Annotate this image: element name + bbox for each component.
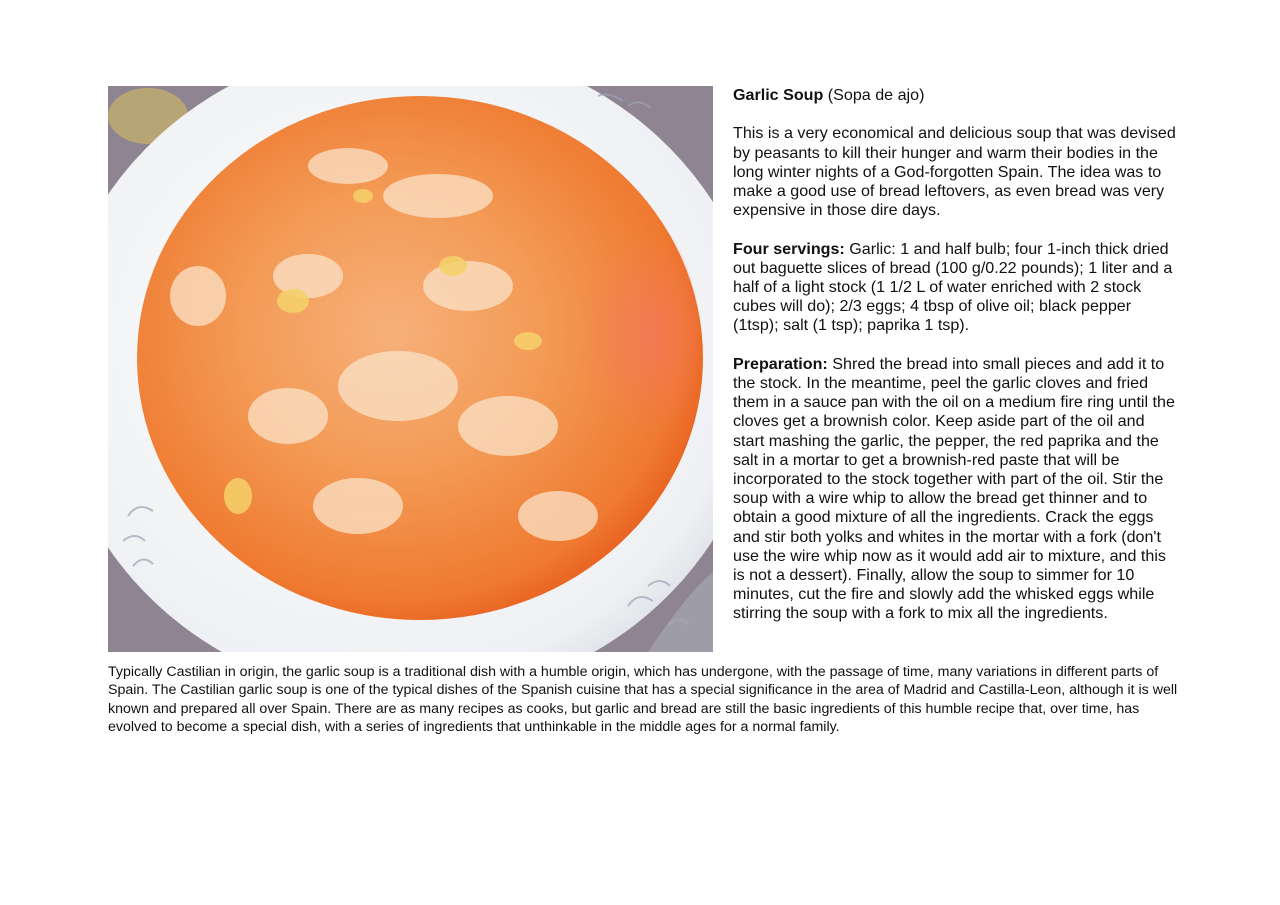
recipe-heading [733,86,1178,105]
garlic-soup-photo [108,86,713,652]
recipe-intro: This is a very economical and delicious soup that was devised by peasants to kill their hunger and warm their bodies in the long winter nights of a God-forgotten Spain. The idea was to make a good use of bread leftovers, as even bread was very expensive in those dire days. [733,124,1176,220]
servings-label: Four servings: [733,239,845,258]
soup-bowl-image [108,86,713,652]
servings-text: Garlic: 1 and half bulb; four 1-inch thick dried out baguette slices of bread (100 g/0.22 pounds); 1 liter and a half of a light stock (1 1/2 L of water enriched with 2 stock cubes will do); 2/3 eggs; 4 tbsp of olive oil; black pepper (1tsp); salt (1 tsp); paprika 1 tsp). [733,239,1173,335]
recipe-text-column [733,86,1178,643]
origin-paragraph: Typically Castilian in origin, the garlic soup is a traditional dish with a humble origin, which has undergone, with the passage of time, many variations in different parts of Spain. The Castilian garlic soup is one of the typical dishes of the Spanish cuisine that has a special significance in the area of Madrid and Castilla-Leon, although it is well known and prepared all over Spain. There are as many recipes as cooks, but garlic and bread are still the basic ingredients of this humble recipe that, over time, has evolved to become a special dish, with a series of ingredients that unthinkable in the middle ages for a normal family. [108,664,1178,736]
preparation-label: Preparation: [733,354,828,373]
recipe-preparation [733,355,1178,624]
recipe-subtitle: (Sopa de ajo) [823,86,925,104]
recipe-title: Garlic Soup [733,86,824,104]
recipe-servings [733,240,1178,336]
preparation-text: Shred the bread into small pieces and add it to the stock. In the meantime, peel the garlic cloves and fried them in a sauce pan with the oil on a medium fire ring until the cloves get a brownish color. Keep aside part of the oil and start mashing the garlic, the pepper, the red paprika and the salt in a mortar to get a brownish-red paste that will be incorporated to the stock together with part of the oil. Stir the soup with a wire whip to allow the bread get thinner and to obtain a good mixture of all the ingredients. Crack the eggs and stir both yolks and whites in the mortar with a fork (don't use the wire whip now as it would add air to mixture, and this is not a dessert). Finally, allow the soup to simmer for 10 minutes, cut the fire and slowly add the whisked eggs while stirring the soup with a fork to mix all the ingredients. [733,354,1175,623]
